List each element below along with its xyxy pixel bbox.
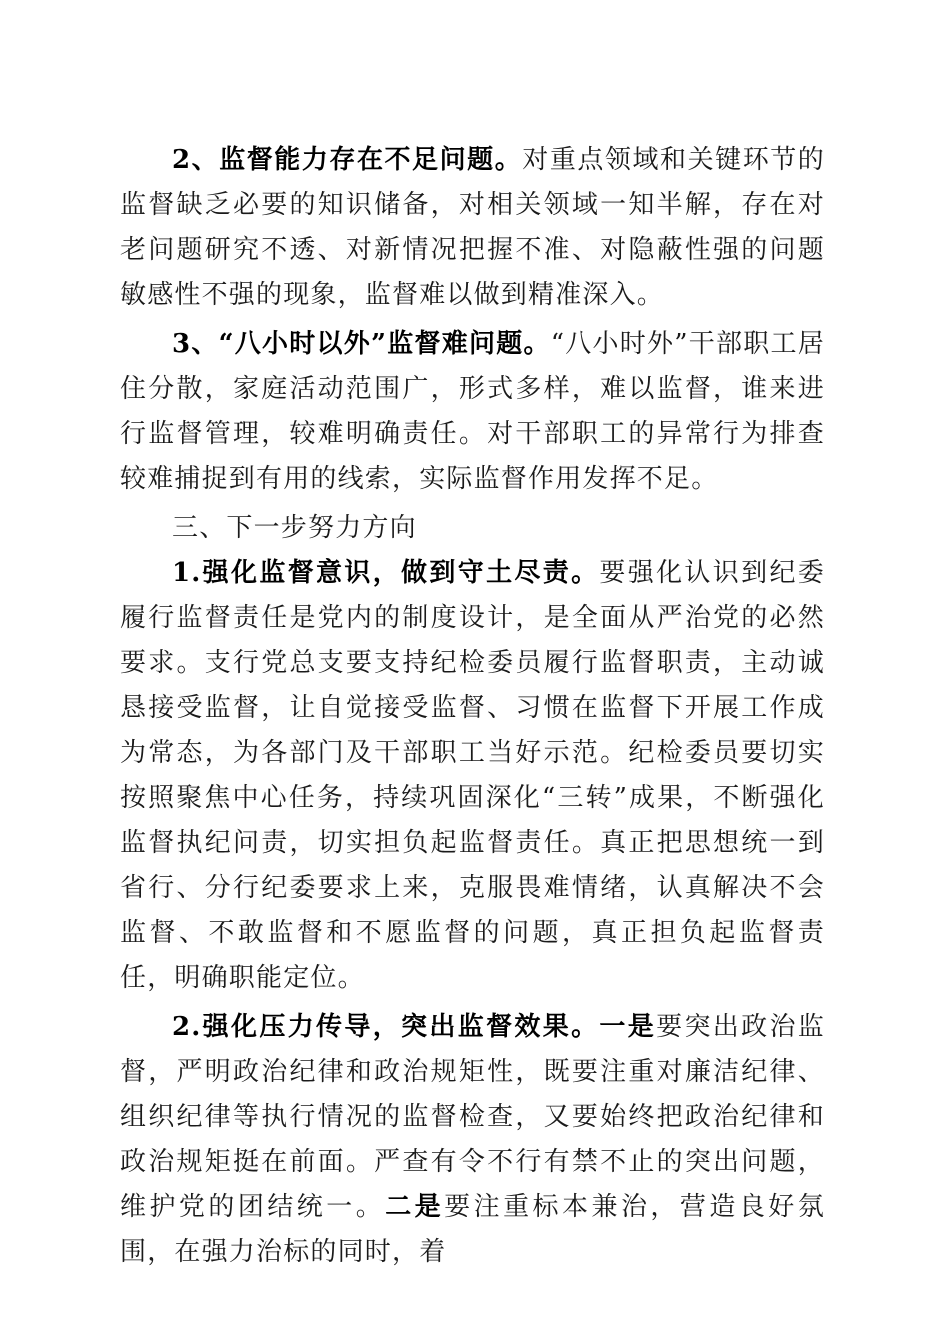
paragraph-text: 对重点领域和关键环节的监督缺乏必要的知识储备，对相关领域一知半解，存在对老问题研究不透、对新情况把握不准、对隐蔽性强的问题敏感性不强的现象，监督难以做到精准深入。 (120, 145, 826, 310)
paragraph-supervision-awareness (120, 551, 825, 1001)
paragraph-text: 要突出政治监督，严明政治纪律和政治规矩性，既要注重对廉洁纪律、组织纪律等执行情况的监督检查，又要始终把政治纪律和政治规矩挺在前面。严查有令不行有禁不止的突出问题，维护党的团结统一。 (120, 1012, 826, 1222)
paragraph-lead: 2.强化压力传导，突出监督效果。 (172, 1012, 600, 1042)
point-marker-second: 二是 (385, 1192, 445, 1222)
paragraph-text: 要强化认识到纪委履行监督责任是党内的制度设计，是全面从严治党的必然要求。支行党总支要支持纪检委员履行监督职责，主动诚恳接受监督，让自觉接受监督、习惯在监督下开展工作成为常态，为各部门及干部职工当好示范。纪检委员要切实按照聚焦中心任务，持续巩固深化“三转”成果，不断强化监督执纪问责，切实担负起监督责任。真正把思想统一到省行、分行纪委要求上来，克服畏难情绪，认真解决不会监督、不敢监督和不愿监督的问题，真正担负起监督责任，明确职能定位。 (120, 558, 825, 993)
paragraph-lead: 1.强化监督意识，做到守土尽责。 (172, 558, 600, 588)
section-heading: 三、下一步努力方向 (172, 513, 417, 543)
paragraph-pressure-transmission (120, 1005, 825, 1275)
paragraph-lead: 3、“八小时以外”监督难问题。 (172, 329, 551, 359)
paragraph-text: “八小时外”干部职工居住分散，家庭活动范围广，形式多样，难以监督，谁来进行监督管理，较难明确责任。对干部职工的异常行为排查较难捕捉到有用的线索，实际监督作用发挥不足。 (120, 329, 825, 494)
paragraph-after-hours-supervision (120, 322, 825, 502)
paragraph-text: 要注重标本兼治，营造良好氛围，在强力治标的同时，着 (120, 1192, 825, 1267)
paragraph-supervision-capability (120, 138, 825, 318)
paragraph-lead: 2、监督能力存在不足问题。 (172, 145, 523, 175)
document-body (120, 138, 825, 1275)
point-marker-first: 一是 (599, 1012, 657, 1042)
